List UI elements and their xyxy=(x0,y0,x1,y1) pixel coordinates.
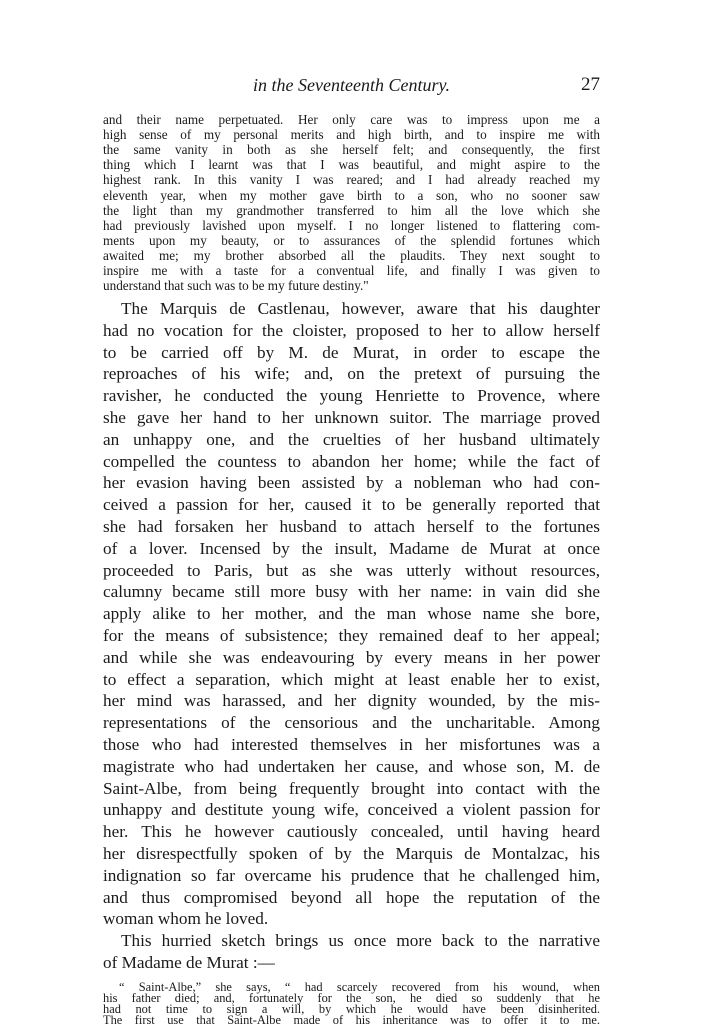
quote-line: high sense of my personal merits and high birth, and to inspire me with xyxy=(103,127,600,142)
body-line: she gave her hand to her unknown suitor. The marriage proved xyxy=(103,408,600,427)
body-line: This hurried sketch brings us once more back to the narrative xyxy=(121,931,600,950)
running-head xyxy=(103,72,600,98)
quote-line: ments upon my beauty, or to assurances of the splendid fortunes which xyxy=(103,233,600,248)
body-line: magistrate who had undertaken her cause, and whose son, M. de xyxy=(103,757,600,776)
body-line: for the means of subsistence; they remained deaf to her appeal; xyxy=(103,626,600,645)
body-line: her disrespectfully spoken of by the Marquis de Montalzac, his xyxy=(103,844,600,863)
body-line: compelled the countess to abandon her home; while the fact of xyxy=(103,452,600,471)
quote-line: “ Saint-Albe,” she says, “ had scarcely recovered from his wound, when xyxy=(119,980,600,994)
body-line: woman whom he loved. xyxy=(103,909,269,928)
body-line: representations of the censorious and the uncharitable. Among xyxy=(103,713,600,732)
body-line: ceived a passion for her, caused it to be generally reported that xyxy=(103,495,600,514)
page-number: 27 xyxy=(581,74,600,95)
body-line: of a lover. Incensed by the insult, Madame de Murat at once xyxy=(103,539,600,558)
quote-line: thing which I learnt was that I was beautiful, and might aspire to the xyxy=(103,157,600,172)
body-line: her mind was harassed, and her dignity wounded, by the mis- xyxy=(103,691,600,710)
quote-line: inspire me with a taste for a conventual life, and finally I was given to xyxy=(103,263,600,278)
body-line: had no vocation for the cloister, proposed to her to allow herself xyxy=(103,321,600,340)
body-line: Saint-Albe, from being frequently brought into contact with the xyxy=(103,779,600,798)
body-line: indignation so far overcame his prudence that he challenged him, xyxy=(103,866,600,885)
body-line: and while she was endeavouring by every means in her power xyxy=(103,648,600,667)
body-line: and thus compromised beyond all hope the reputation of the xyxy=(103,888,600,907)
body-line: those who had interested themselves in her misfortunes was a xyxy=(103,735,600,754)
body-line: unhappy and destitute young wife, conceived a violent passion for xyxy=(103,800,600,819)
body-line: of Madame de Murat :— xyxy=(103,953,275,972)
body-line: reproaches of his wife; and, on the pretext of pursuing the xyxy=(103,364,600,383)
quote-line: eleventh year, when my mother gave birth to a son, who no sooner saw xyxy=(103,188,600,203)
body-line: to be carried off by M. de Murat, in order to escape the xyxy=(103,343,600,362)
quote-line: The first use that Saint-Albe made of his inheritance was to offer it to me. xyxy=(103,1013,600,1027)
quote-line: understand that such was to be my future destiny." xyxy=(103,278,369,293)
body-line: an unhappy one, and the cruelties of her husband ultimately xyxy=(103,430,600,449)
body-line: to effect a separation, which might at least enable her to exist, xyxy=(103,670,600,689)
body-line: calumny became still more busy with her name: in vain did she xyxy=(103,582,600,601)
body-line: The Marquis de Castlenau, however, aware that his daughter xyxy=(121,299,600,318)
quote-line: highest rank. In this vanity I was reared; and I had already reached my xyxy=(103,172,600,187)
quote-line: had not time to sign a will, by which he would have been disinherited. xyxy=(103,1002,600,1016)
body-line: she had forsaken her husband to attach herself to the fortunes xyxy=(103,517,600,536)
body-line: ravisher, he conducted the young Henriette to Provence, where xyxy=(103,386,600,405)
body-line: her. This he however cautiously concealed, until having heard xyxy=(103,822,600,841)
body-line: proceeded to Paris, but as she was utterly without resources, xyxy=(103,561,600,580)
quote-line: his father died; and, fortunately for the son, he died so suddenly that he xyxy=(103,991,600,1005)
quote-line: and their name perpetuated. Her only care was to impress upon me a xyxy=(103,112,600,127)
quote-line: awaited me; my brother absorbed all the plaudits. They next sought to xyxy=(103,248,600,263)
quote-line: had previously lavished upon myself. I no longer listened to flattering com- xyxy=(103,218,600,233)
quote-line: the same vanity in both as she herself felt; and consequently, the first xyxy=(103,142,600,157)
running-title: in the Seventeenth Century. xyxy=(253,75,450,95)
body-line: apply alike to her mother, and the man whose name she bore, xyxy=(103,604,600,623)
quote-line: the light than my grandmother transferred to him all the love which she xyxy=(103,203,600,218)
body-line: her evasion having been assisted by a nobleman who had con- xyxy=(103,473,600,492)
